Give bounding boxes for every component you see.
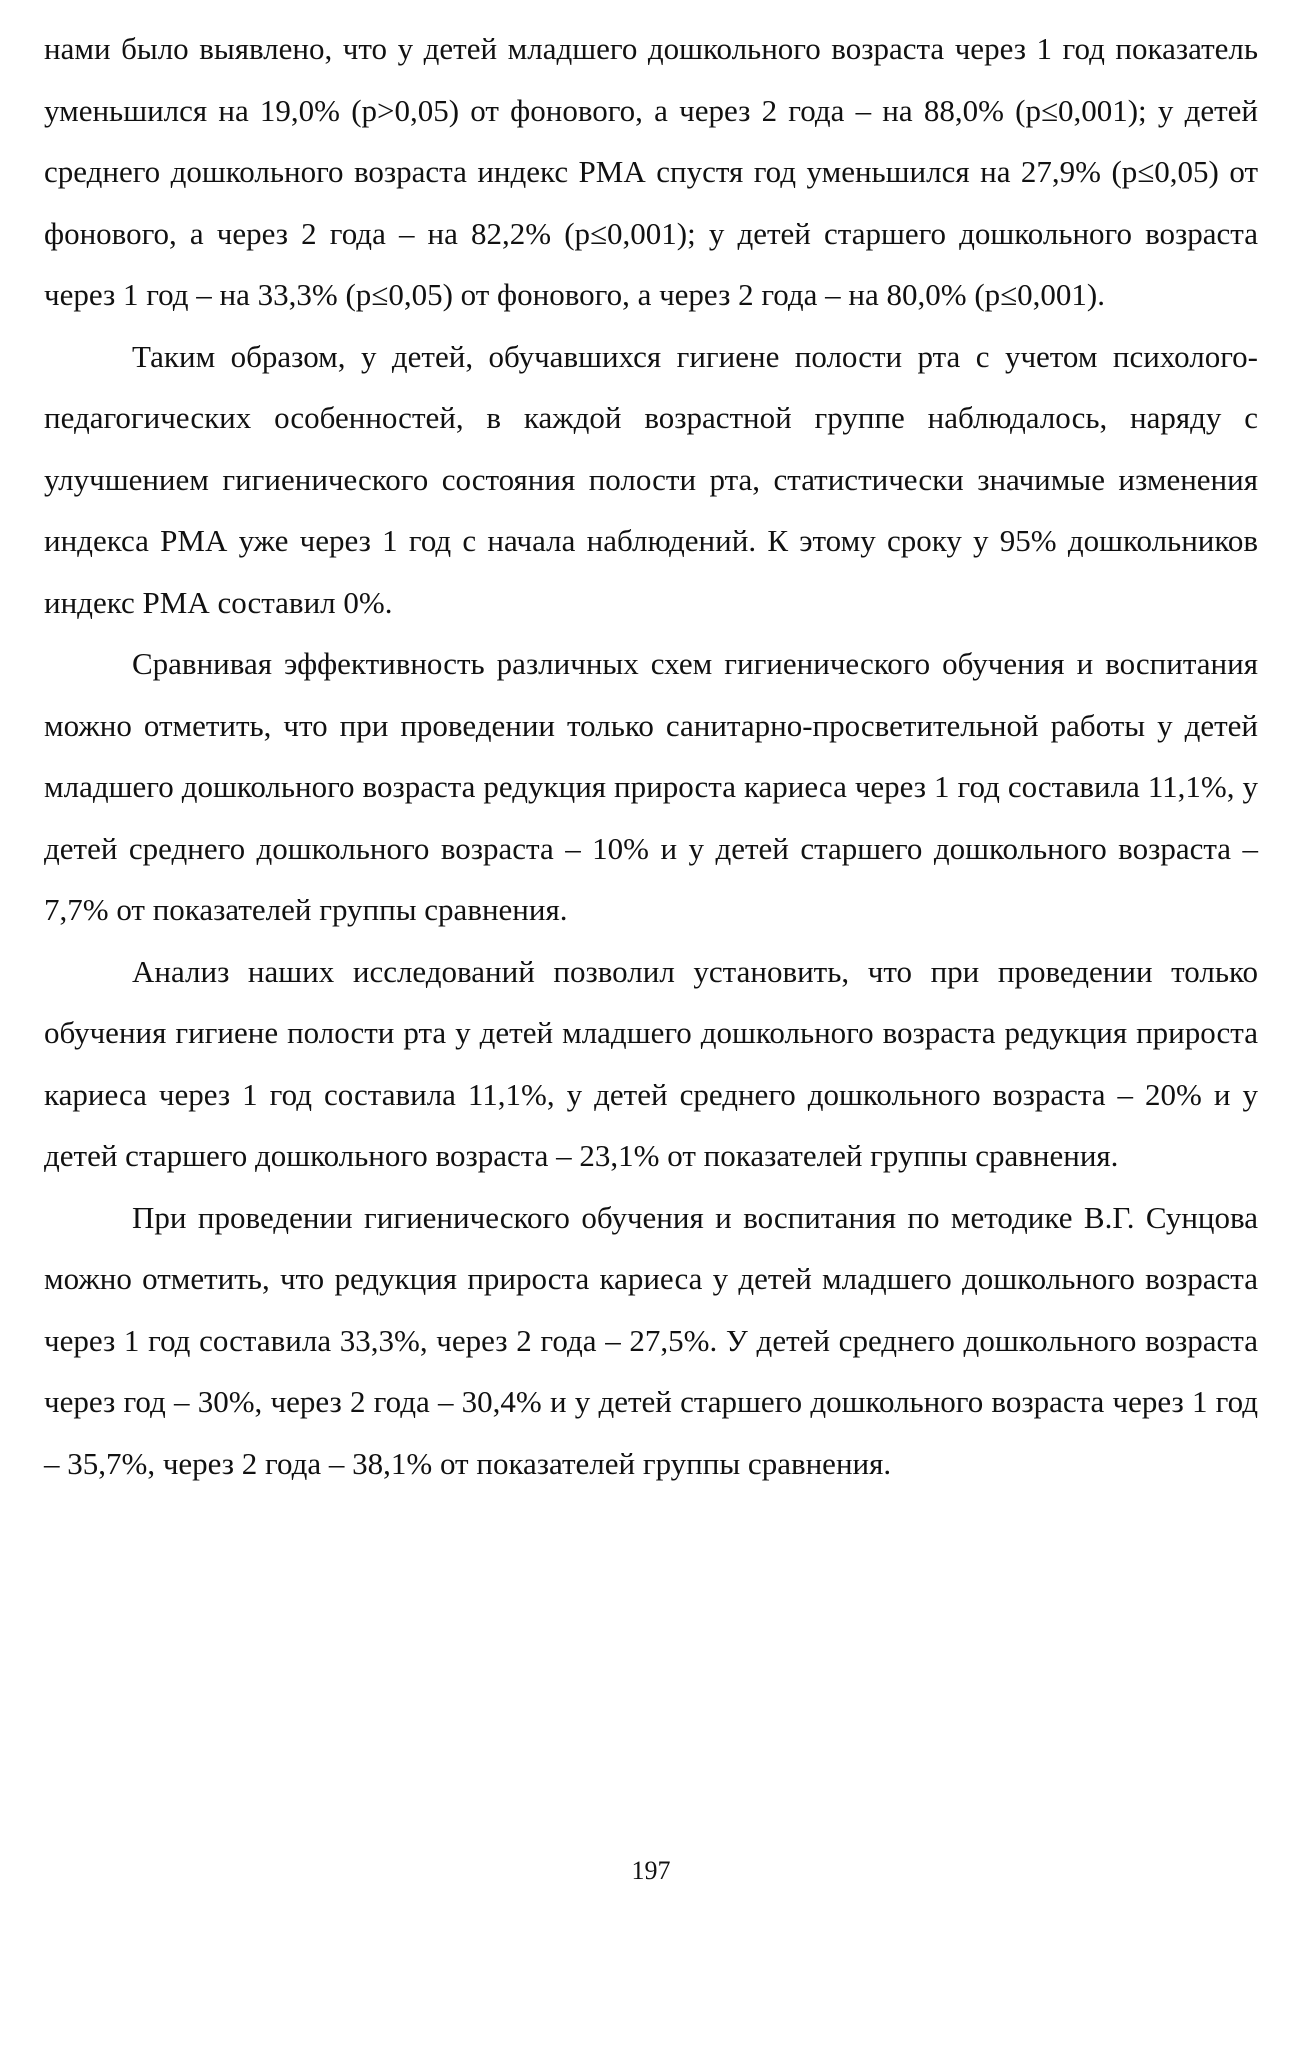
body-text [44,18,1258,1494]
paragraph-sanitary-education: Сравнивая эффективность различных схем гигиенического обучения и воспитания можно отметить, что при проведении только санитарно-просветительной работы у детей младшего дошкольного возраста редукция прироста кариеса через 1 год составила 11,1%, у детей среднего дошкольного возраста – 10% и у детей старшего дошкольного возраста – 7,7% от показателей группы сравнения. [44,646,1258,927]
paragraph-hygiene-training: Анализ наших исследований позволил установить, что при проведении только обучения гигиене полости рта у детей младшего дошкольного возраста редукция прироста кариеса через 1 год составила 11,1%, у детей среднего дошкольного возраста – 20% и у детей старшего дошкольного возраста – 23,1% от показателей группы сравнения. [44,953,1258,1173]
paragraph-continuation: нами было выявлено, что у детей младшего дошкольного возраста через 1 год показатель уменьшился на 19,0% (р>0,05) от фонового, а через 2 года – на 88,0% (р≤0,001); у детей среднего дошкольного возраста индекс РМА спустя год уменьшился на 27,9% (р≤0,05) от фонового, а через 2 года – на 82,2% (р≤0,001); у детей старшего дошкольного возраста через 1 год – на 33,3% (р≤0,05) от фонового, а через 2 года – на 80,0% (р≤0,001). [44,31,1258,312]
paragraph-summary-pma: Таким образом, у детей, обучавшихся гигиене полости рта с учетом психолого-педагогических особенностей, в каждой возрастной группе наблюдалось, наряду с улучшением гигиенического состояния полости рта, статистически значимые изменения индекса РМА уже через 1 год с начала наблюдений. К этому сроку у 95% дошкольников индекс РМА составил 0%. [44,338,1258,620]
page-number: 197 [631,1856,671,1885]
paragraph-suntsov-method: При проведении гигиенического обучения и воспитания по методике В.Г. Сунцова можно отметить, что редукция прироста кариеса у детей младшего дошкольного возраста через 1 год составила 33,3%, через 2 года – 27,5%. У детей среднего дошкольного возраста через год – 30%, через 2 года – 30,4% и у детей старшего дошкольного возраста через 1 год – 35,7%, через 2 года – 38,1% от показателей группы сравнения. [44,1199,1258,1481]
